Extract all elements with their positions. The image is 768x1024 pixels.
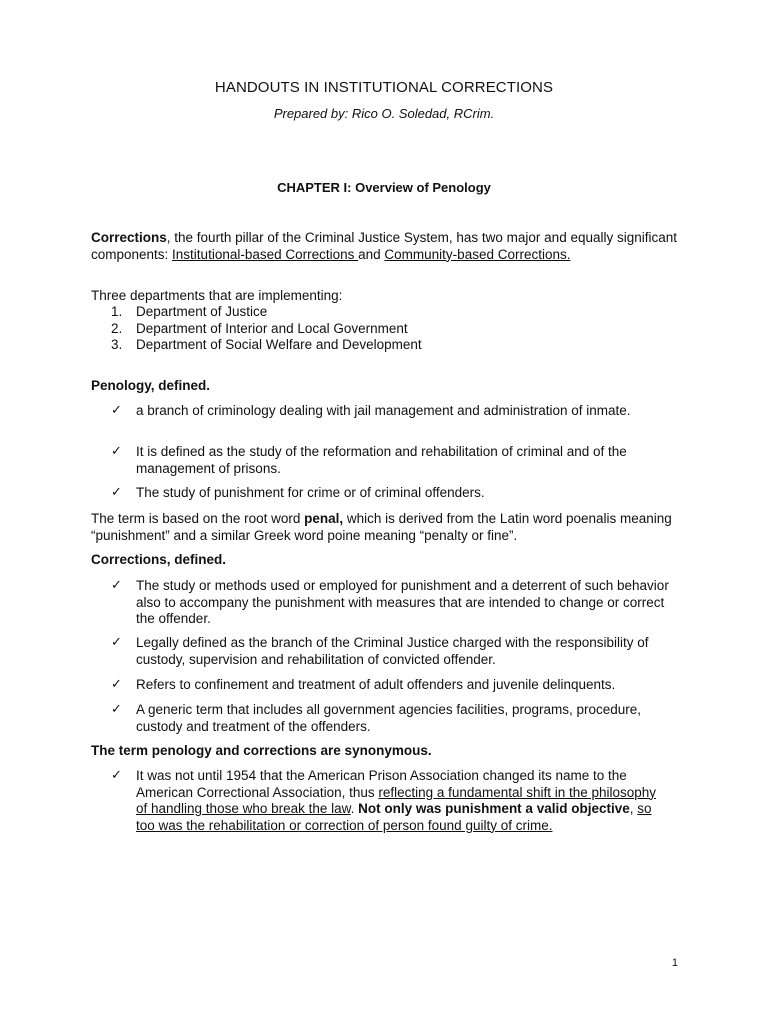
document-title: HANDOUTS IN INSTITUTIONAL CORRECTIONS: [214, 79, 554, 96]
penology-bullet: ✓ It is defined as the study of the reformation and rehabilitation of criminal and of the management of prisons.: [111, 444, 627, 476]
corrections-bullet: ✓ A generic term that includes all government agencies facilities, programs, procedure, custody and treatment of the offenders.: [111, 702, 642, 734]
list-item: 3. Department of Social Welfare and Development: [111, 337, 422, 352]
penal-term: penal,: [304, 511, 344, 526]
penology-bullet: ✓ a branch of criminology dealing with jail management and administration of inmate.: [111, 403, 631, 418]
underlined-phrase: reflecting a fundamental shift in the philosophy of handling those who break the law: [136, 784, 657, 816]
checkmark-icon: ✓: [111, 768, 122, 783]
checkmark-icon: ✓: [111, 578, 122, 593]
intro-paragraph: [91, 230, 691, 263]
penology-bullet: ✓ The study of punishment for crime or of criminal offenders.: [111, 485, 485, 500]
corrections-bullet: ✓ The study or methods used or employed for punishment and a deterrent of such behavior also to accompany the punishment with measures that are intended to change or correct the offender.: [111, 578, 669, 626]
departments-lead: Three departments that are implementing:: [91, 288, 343, 303]
intro-text: , the fourth pillar of the Criminal Justice System, has two major and equally significant components:: [91, 230, 678, 262]
list-item: 2. Department of Interior and Local Government: [111, 320, 408, 336]
chapter-heading: CHAPTER I: Overview of Penology: [277, 180, 491, 195]
checkmark-icon: ✓: [111, 635, 122, 650]
corrections-bullet: ✓ Legally defined as the branch of the Criminal Justice charged with the responsibility of custody, supervision and rehabilitation of convicted offender.: [111, 635, 649, 667]
synonymous-heading: The term penology and corrections are synonymous.: [91, 743, 432, 758]
bold-phrase: Not only was punishment a valid objective: [358, 801, 630, 816]
checkmark-icon: ✓: [111, 444, 122, 459]
checkmark-icon: ✓: [111, 702, 122, 717]
underlined-phrase: so too was the rehabilitation or correction of person found guilty of crime.: [136, 801, 652, 833]
corrections-heading: Corrections, defined.: [91, 552, 227, 567]
checkmark-icon: ✓: [111, 485, 122, 500]
intro-and: and: [358, 246, 385, 262]
page-number: 1: [671, 957, 678, 969]
checkmark-icon: ✓: [111, 677, 122, 692]
checkmark-icon: ✓: [111, 403, 122, 418]
list-item: 1. Department of Justice: [111, 304, 268, 319]
departments-list: [91, 304, 422, 354]
penology-heading: Penology, defined.: [91, 378, 211, 393]
corrections-bullet: ✓ Refers to confinement and treatment of adult offenders and juvenile delinquents.: [111, 677, 616, 692]
community-corrections-link: Community-based Corrections.: [384, 246, 571, 262]
synonymous-bullet: ✓ It was not until 1954 that the American Prison Association changed its name to the American Correctional Association, thus reflecting a fundamental shift in the philosophy of handling those who break the law. Not only was punishment a valid objective, so too was the rehabilitation or correction of person found guilty of crime.: [111, 768, 657, 833]
institutional-corrections-link: Institutional-based Corrections: [172, 246, 359, 262]
prepared-by-line: Prepared by: Rico O. Soledad, RCrim.: [273, 106, 495, 121]
root-word-paragraph: The term is based on the root word penal, which is derived from the Latin word poenalis meaning “punishment” and a similar Greek word poine meaning “penalty or fine”.: [91, 511, 672, 543]
corrections-term: Corrections: [91, 230, 167, 245]
